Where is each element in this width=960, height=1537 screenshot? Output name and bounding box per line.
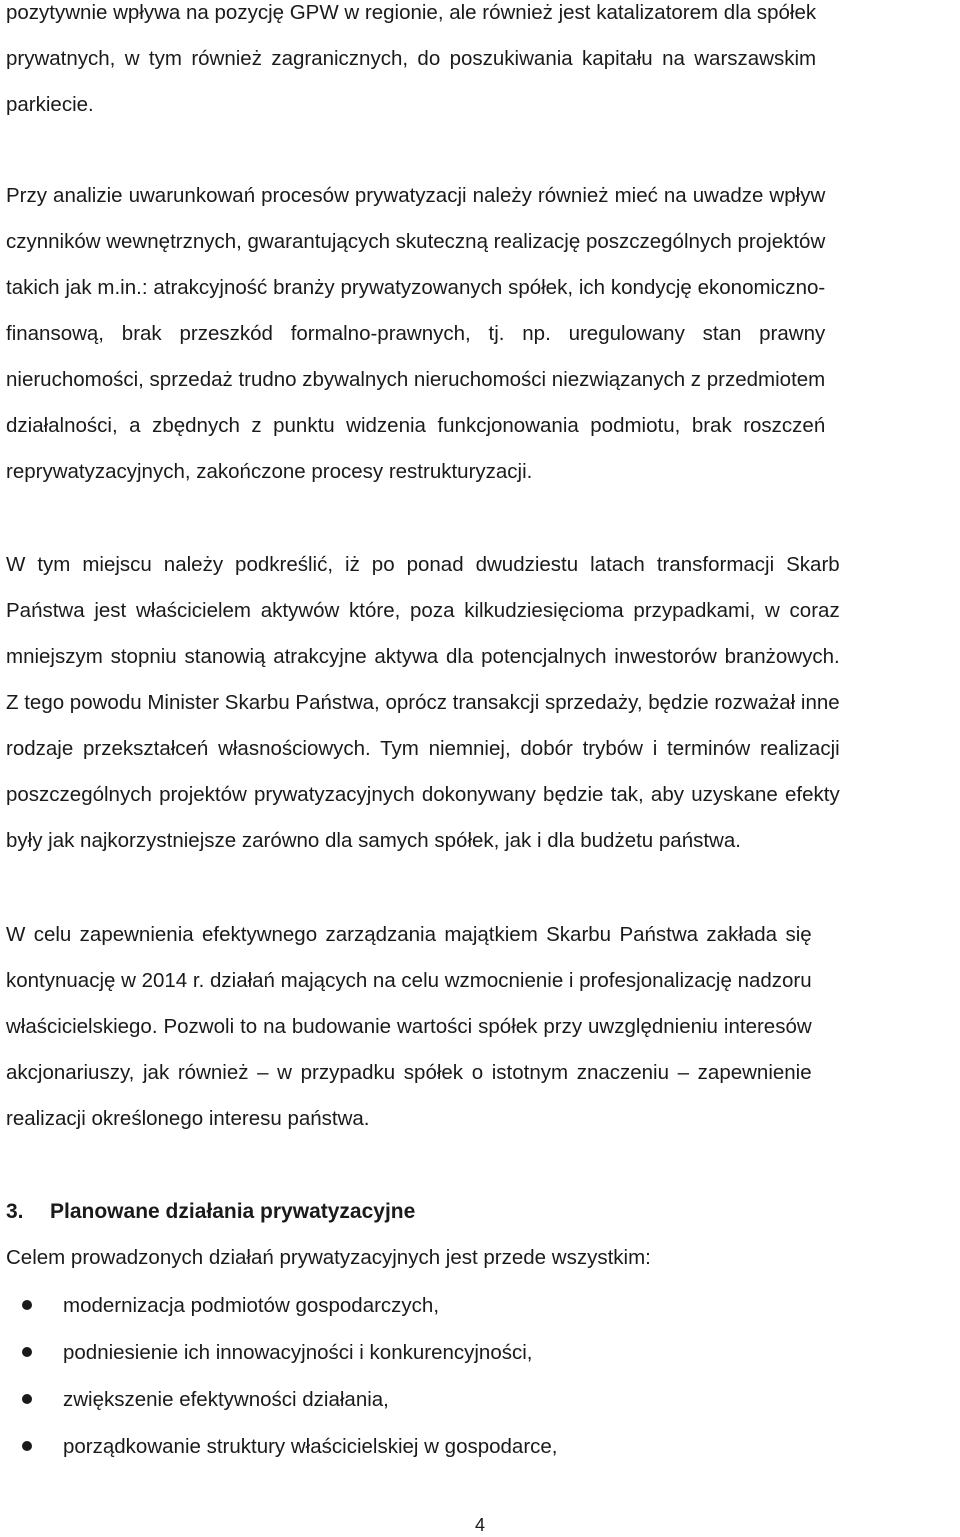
text-line: poszczególnych projektów prywatyzacyjnych dokonywany będzie tak, aby uzyskane efekty xyxy=(6,783,840,806)
text-line: prywatnych, w tym również zagranicznych, do poszukiwania kapitału na warszawskim xyxy=(6,47,817,70)
text-line: pozytywnie wpływa na pozycję GPW w regionie, ale również jest katalizatorem dla spółek xyxy=(6,1,817,24)
text-line: W tym miejscu należy podkreślić, iż po ponad dwudziestu latach transformacji Skarb xyxy=(6,553,840,576)
bullet-icon xyxy=(22,1441,32,1451)
list-item-text: porządkowanie struktury właścicielskiej w gospodarce, xyxy=(63,1435,558,1458)
bullet-icon xyxy=(22,1347,32,1357)
text-line: parkiecie. xyxy=(6,93,94,116)
text-line: nieruchomości, sprzedaż trudno zbywalnych nieruchomości niezwiązanych z przedmiotem xyxy=(6,368,826,391)
section-heading xyxy=(6,1189,415,1235)
list-item xyxy=(6,1282,558,1329)
text-line: czynników wewnętrznych, gwarantujących skuteczną realizację poszczególnych projektów xyxy=(6,230,826,253)
section-title: Planowane działania prywatyzacyjne xyxy=(50,1200,416,1223)
paragraph-3 xyxy=(6,542,840,864)
text-line: rodzaje przekształceń własnościowych. Tym niemniej, dobór trybów i terminów realizacji xyxy=(6,737,840,760)
bullet-icon xyxy=(22,1394,32,1404)
text-line: mniejszym stopniu stanowią atrakcyjne aktywa dla potencjalnych inwestorów branżowych. xyxy=(6,645,840,668)
list-item xyxy=(6,1329,558,1376)
text-line: były jak najkorzystniejsze zarówno dla samych spółek, jak i dla budżetu państwa. xyxy=(6,829,741,852)
text-line: finansową, brak przeszkód formalno-prawnych, tj. np. uregulowany stan prawny xyxy=(6,322,826,345)
list-intro: Celem prowadzonych działań prywatyzacyjnych jest przede wszystkim: xyxy=(6,1246,651,1269)
text-line: właścicielskiego. Pozwoli to na budowanie wartości spółek przy uwzględnieniu interesów xyxy=(6,1015,812,1038)
text-line: W celu zapewnienia efektywnego zarządzania majątkiem Skarbu Państwa zakłada się xyxy=(6,923,812,946)
list-item-text: modernizacja podmiotów gospodarczych, xyxy=(63,1294,440,1317)
text-line: kontynuację w 2014 r. działań mających na celu wzmocnienie i profesjonalizację nadzoru xyxy=(6,969,812,992)
list-item xyxy=(6,1423,558,1470)
section-number: 3. xyxy=(6,1200,24,1223)
text-line: akcjonariuszy, jak również – w przypadku spółek o istotnym znaczeniu – zapewnienie xyxy=(6,1061,812,1084)
text-line: realizacji określonego interesu państwa. xyxy=(6,1107,370,1130)
text-line: takich jak m.in.: atrakcyjność branży prywatyzowanych spółek, ich kondycję ekonomiczno- xyxy=(6,276,826,299)
list-item xyxy=(6,1376,558,1423)
paragraph-4 xyxy=(6,912,812,1142)
paragraph-1 xyxy=(6,0,816,128)
list-item-text: zwiększenie efektywności działania, xyxy=(63,1388,389,1411)
bullet-list xyxy=(6,1282,558,1470)
text-line: Z tego powodu Minister Skarbu Państwa, oprócz transakcji sprzedaży, będzie rozważał inne xyxy=(6,691,840,714)
text-line: Przy analizie uwarunkowań procesów prywatyzacji należy również mieć na uwadze wpływ xyxy=(6,184,826,207)
bullet-icon xyxy=(22,1300,32,1310)
text-line: reprywatyzacyjnych, zakończone procesy restrukturyzacji. xyxy=(6,460,533,483)
page-number: 4 xyxy=(474,1515,485,1535)
text-line: działalności, a zbędnych z punktu widzenia funkcjonowania podmiotu, brak roszczeń xyxy=(6,414,826,437)
list-item-text: podniesienie ich innowacyjności i konkurencyjności, xyxy=(63,1341,533,1364)
text-line: Państwa jest właścicielem aktywów które, poza kilkudziesięcioma przypadkami, w coraz xyxy=(6,599,840,622)
paragraph-2 xyxy=(6,173,825,495)
